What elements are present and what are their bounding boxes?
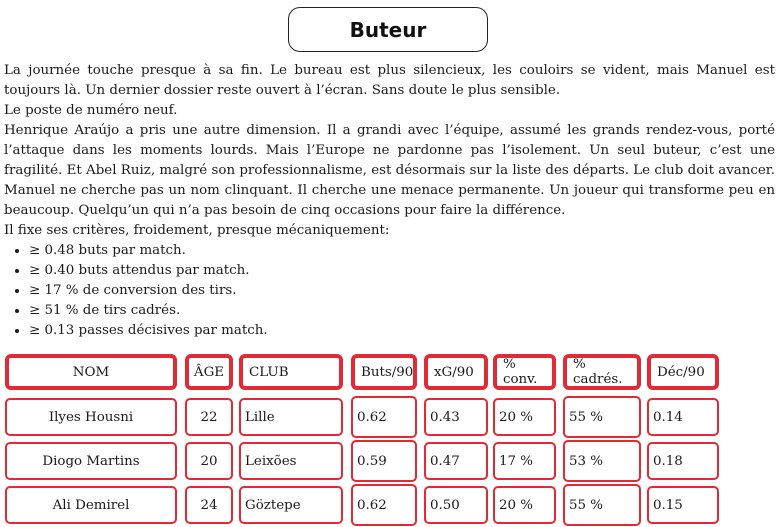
page-title: Buteur	[288, 7, 488, 52]
header-club: CLUB	[239, 354, 343, 390]
table-cell-dec: 0.14	[647, 398, 719, 436]
table-cell-age: 24	[185, 486, 233, 524]
table-cell-nom: Ilyes Housni	[5, 398, 177, 436]
table-cell-buts: 0.62	[351, 484, 417, 526]
header-conv: % conv.	[493, 354, 556, 390]
criteria-item: • ≥ 0.40 buts attendus par match.	[29, 261, 775, 281]
table-cell-club: Göztepe	[239, 486, 343, 524]
table-cell-xg: 0.50	[424, 486, 488, 524]
table-cell-xg: 0.43	[424, 398, 488, 436]
table-cell-club: Lille	[239, 398, 343, 436]
header-xg: xG/90	[424, 354, 488, 390]
paragraph-criteria-intro: Il fixe ses critères, froidement, presque mécaniquement:	[4, 223, 390, 238]
table-cell-conv: 20 %	[493, 398, 556, 436]
paragraph-position: Le poste de numéro neuf.	[4, 103, 178, 118]
table-cell-age: 20	[185, 442, 233, 480]
criteria-item: • ≥ 51 % de tirs cadrés.	[29, 301, 775, 321]
criteria-list	[4, 241, 775, 341]
header-age: ÂGE	[185, 354, 233, 390]
table-cell-nom: Ali Demirel	[5, 486, 177, 524]
table-cell-nom: Diogo Martins	[5, 442, 177, 480]
table-cell-xg: 0.47	[424, 442, 488, 480]
paragraph-context: Henrique Araújo a pris une autre dimension. Il a grandi avec l’équipe, assumé les grands rendez-vous, porté l’attaque dans les moments lourds. Mais l’Europe ne pardonne pas l’isolement. Un seul buteur, c’est une fragilité. Et Abel Ruiz, malgré son professionnalisme, est désormais sur la liste des départs. Le club doit avancer. Manuel ne cherche pas un nom clinquant. Il cherche une menace permanente. Un joueur qui transforme peu en beaucoup. Quelqu’un qui n’a pas besoin de cinq occasions pour faire la différence.	[4, 123, 775, 218]
table-cell-dec: 0.15	[647, 486, 719, 524]
table-cell-cadres: 53 %	[563, 440, 641, 482]
table-cell-club: Leixões	[239, 442, 343, 480]
table-cell-conv: 20 %	[493, 486, 556, 524]
table-cell-cadres: 55 %	[563, 484, 641, 526]
header-dec: Déc/90	[647, 354, 719, 390]
story-text	[4, 61, 775, 341]
table-cell-age: 22	[185, 398, 233, 436]
table-cell-buts: 0.62	[351, 396, 417, 438]
table-cell-buts: 0.59	[351, 440, 417, 482]
header-cadres: % cadrés.	[563, 354, 641, 390]
header-buts: Buts/90	[351, 354, 417, 390]
criteria-item: • ≥ 17 % de conversion des tirs.	[29, 281, 775, 301]
table-cell-cadres: 55 %	[563, 396, 641, 438]
header-nom: NOM	[5, 354, 177, 390]
table-cell-dec: 0.18	[647, 442, 719, 480]
paragraph-intro: La journée touche presque à sa fin. Le bureau est plus silencieux, les couloirs se vident, mais Manuel est toujours là. Un dernier dossier reste ouvert à l’écran. Sans doute le plus sensible.	[4, 63, 775, 98]
table-cell-conv: 17 %	[493, 442, 556, 480]
criteria-item: • ≥ 0.13 passes décisives par match.	[29, 321, 775, 341]
criteria-item: • ≥ 0.48 buts par match.	[29, 241, 775, 261]
